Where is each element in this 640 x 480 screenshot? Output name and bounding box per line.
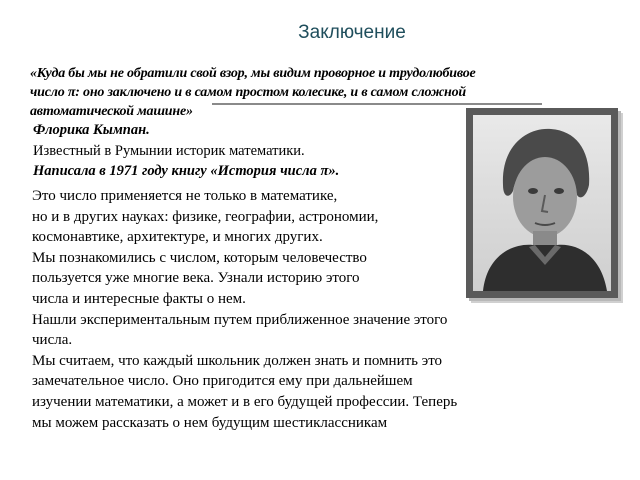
body-line: но и в других науках: физике, географии, астрономии, [32,208,379,225]
body-line: мы можем рассказать о нем будущим шестиклассникам [32,414,388,431]
body-line: Нашли экспериментальным путем приближенное значение этого [32,311,448,328]
body-line: Мы считаем, что каждый школьник должен знать и помнить это [32,352,443,369]
body-line: изучении математики, а может и в его будущей профессии. Теперь [32,393,458,410]
body-line: числа и интересные факты о нем. [32,290,246,307]
body-line: замечательное число. Оно пригодится ему при дальнейшем [32,373,413,390]
book-line: Написала в 1971 году книгу «История числа π». [33,163,340,179]
body-line: космонавтике, архитектуре, и многих других. [32,229,323,246]
quote-line: число π: оно заключено и в самом простом колесике, и в самом сложной [30,85,467,100]
body-line: пользуется уже многие века. Узнали историю этого [32,270,360,287]
author-description: Известный в Румынии историк математики. [33,143,305,159]
slide-title: Заключение [298,22,406,43]
quote-line: «Куда бы мы не обратили свой взор, мы видим проворное и трудолюбивое [30,66,476,81]
body-line: Это число применяется не только в математике, [32,188,338,204]
body-line: Мы познакомились с числом, которым человечество [32,249,367,266]
divider-line [212,103,542,105]
author-name: Флорика Кымпан. [33,122,150,138]
quote-line: автоматической машине» [30,104,193,119]
body-text [32,186,592,433]
body-line: числа. [32,332,73,349]
